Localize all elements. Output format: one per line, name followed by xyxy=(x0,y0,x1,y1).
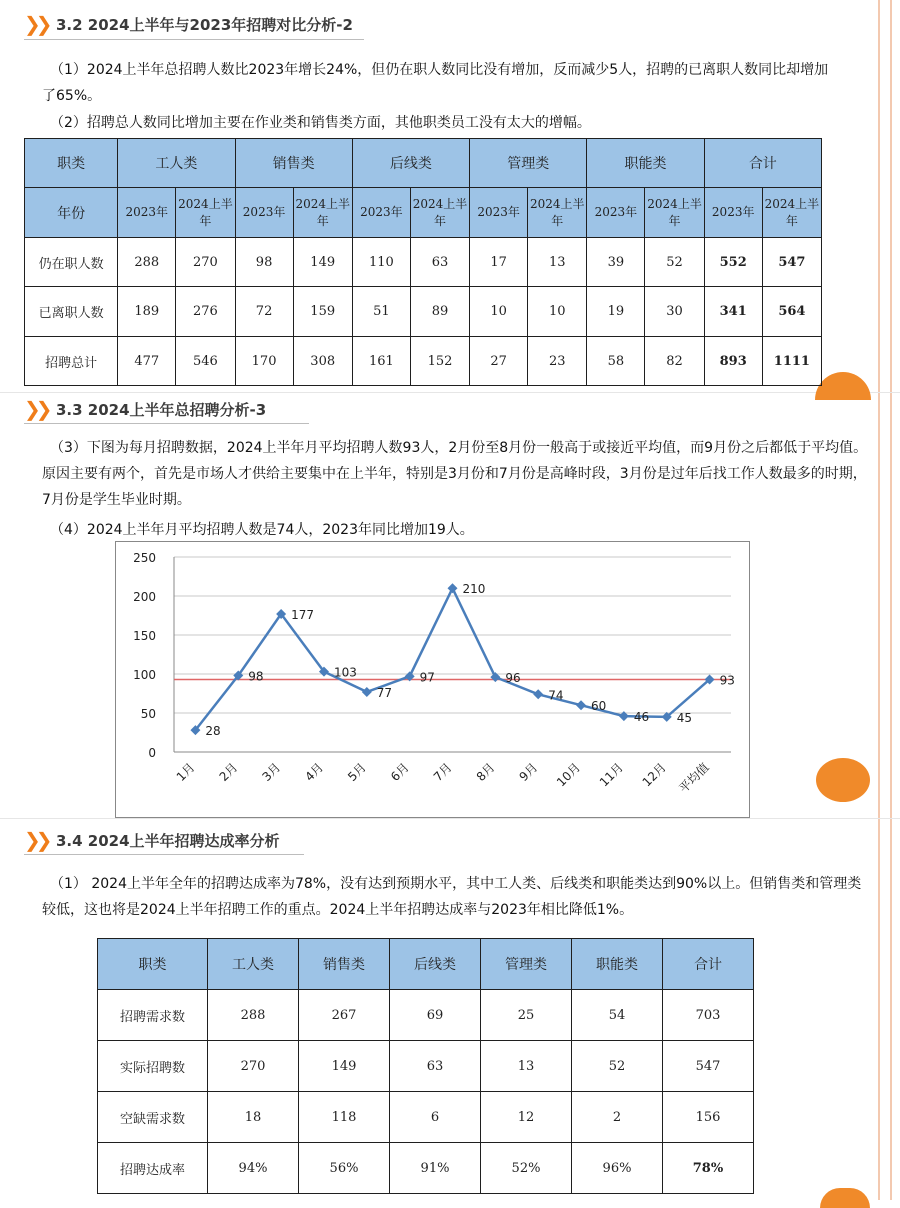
table-cell: 1111 xyxy=(762,337,821,386)
data-label: 77 xyxy=(376,685,393,700)
column-header: 职类 xyxy=(98,939,208,990)
x-tick-label: 5月 xyxy=(345,760,369,785)
heading-underline xyxy=(24,423,309,424)
table-row xyxy=(25,337,822,386)
y-tick-label: 250 xyxy=(133,551,156,565)
table-cell: 63 xyxy=(390,1041,481,1092)
table-cell: 17 xyxy=(470,238,528,287)
x-tick-label: 10月 xyxy=(553,760,584,790)
row-label: 招聘总计 xyxy=(25,337,118,386)
table-cell: 39 xyxy=(587,238,645,287)
table-row xyxy=(98,1092,754,1143)
double-chevron-icon: ❯❯ xyxy=(24,397,48,421)
table-cell: 547 xyxy=(663,1041,754,1092)
data-label: 74 xyxy=(548,688,564,703)
table-cell: 98 xyxy=(235,238,293,287)
row-label: 仍在职人数 xyxy=(25,238,118,287)
table-cell: 72 xyxy=(235,287,293,337)
table-cell: 63 xyxy=(410,238,469,287)
table-cell: 149 xyxy=(293,238,352,287)
corner-header-year: 年份 xyxy=(25,188,118,238)
table-cell: 69 xyxy=(390,990,481,1041)
row-label: 已离职人数 xyxy=(25,287,118,337)
data-point xyxy=(576,700,586,710)
paragraph-1: （1）2024上半年总招聘人数比2023年增长24%，但仍在职人数同比没有增加，反而减少5人，招聘的已离职人数同比却增加了65%。 xyxy=(42,62,829,104)
table-cell: 308 xyxy=(293,337,352,386)
x-tick-label: 7月 xyxy=(430,760,455,785)
data-label: 98 xyxy=(248,669,264,684)
data-label: 46 xyxy=(633,710,650,725)
monthly-recruitment-chart xyxy=(115,541,750,818)
data-label: 93 xyxy=(719,673,735,688)
double-chevron-icon: ❯❯ xyxy=(24,12,48,36)
comparison-table xyxy=(24,138,822,386)
x-tick-label: 4月 xyxy=(302,760,327,785)
data-label: 210 xyxy=(462,582,486,597)
column-header: 工人类 xyxy=(208,939,299,990)
group-header: 职能类 xyxy=(587,139,704,188)
table-cell: 477 xyxy=(118,337,176,386)
table-cell: 288 xyxy=(208,990,299,1041)
table-cell: 159 xyxy=(293,287,352,337)
table-cell: 52 xyxy=(645,238,704,287)
table-cell: 893 xyxy=(704,337,762,386)
right-margin-rail xyxy=(878,0,892,1200)
table-cell: 10 xyxy=(528,287,587,337)
year-header: 2024上半年 xyxy=(762,188,821,238)
orange-decoration-dot xyxy=(820,1188,870,1208)
achievement-rate-table xyxy=(97,938,754,1194)
y-tick-label: 50 xyxy=(140,707,156,721)
x-tick-label: 平均值 xyxy=(676,760,712,796)
table-cell: 13 xyxy=(528,238,587,287)
heading-underline xyxy=(24,854,304,855)
table-cell: 703 xyxy=(663,990,754,1041)
table-cell: 25 xyxy=(481,990,572,1041)
y-tick-label: 150 xyxy=(133,629,156,643)
data-label: 103 xyxy=(333,665,357,680)
column-header: 职能类 xyxy=(572,939,663,990)
double-chevron-icon: ❯❯ xyxy=(24,828,48,852)
group-header: 后线类 xyxy=(352,139,469,188)
paragraph-4: （4）2024上半年月平均招聘人数是74人，2023年同比增加19人。 xyxy=(50,522,474,538)
table-row xyxy=(98,1143,754,1194)
section-heading-3-3: ❯❯ 3.3 2024上半年总招聘分析-3 xyxy=(24,397,267,421)
y-tick-label: 100 xyxy=(133,668,156,682)
x-tick-label: 3月 xyxy=(259,760,284,785)
row-label: 实际招聘数 xyxy=(98,1041,208,1092)
page-divider xyxy=(0,818,900,819)
orange-decoration-dot xyxy=(816,758,870,802)
y-tick-label: 200 xyxy=(133,590,156,604)
row-label: 招聘达成率 xyxy=(98,1143,208,1194)
section-heading-3-4: ❯❯ 3.4 2024上半年招聘达成率分析 xyxy=(24,828,280,852)
year-header: 2024上半年 xyxy=(528,188,587,238)
year-header: 2024上半年 xyxy=(293,188,352,238)
row-label: 招聘需求数 xyxy=(98,990,208,1041)
year-header: 2024上半年 xyxy=(645,188,704,238)
data-label: 96 xyxy=(505,671,521,686)
x-tick-label: 12月 xyxy=(639,760,669,790)
table-cell: 270 xyxy=(176,238,235,287)
table-cell: 23 xyxy=(528,337,587,386)
table-cell: 94% xyxy=(208,1143,299,1194)
table-cell: 341 xyxy=(704,287,762,337)
data-point xyxy=(448,583,458,593)
table-cell: 12 xyxy=(481,1092,572,1143)
line-chart-canvas xyxy=(116,542,749,817)
table-cell: 52% xyxy=(481,1143,572,1194)
table-cell: 564 xyxy=(762,287,821,337)
section-heading-3-2: ❯❯ 3.2 2024上半年与2023年招聘对比分析-2 xyxy=(24,12,353,36)
table-cell: 270 xyxy=(208,1041,299,1092)
table-cell: 52 xyxy=(572,1041,663,1092)
data-point xyxy=(533,689,543,699)
table-cell: 2 xyxy=(572,1092,663,1143)
paragraph-5: （1） 2024上半年全年的招聘达成率为78%，没有达到预期水平，其中工人类、后线类和职能类达到90%以上。但销售类和管理类较低，这也将是2024上半年招聘工作的重点。2024上半年招聘达成率与2023年相比降低1%。 xyxy=(42,876,862,918)
row-label: 空缺需求数 xyxy=(98,1092,208,1143)
x-tick-label: 9月 xyxy=(516,760,541,785)
x-tick-label: 2月 xyxy=(216,760,241,785)
data-label: 45 xyxy=(676,710,693,725)
table-cell: 82 xyxy=(645,337,704,386)
table-cell: 30 xyxy=(645,287,704,337)
table-cell: 547 xyxy=(762,238,821,287)
paragraph-2: （2）招聘总人数同比增加主要在作业类和销售类方面，其他职类员工没有太大的增幅。 xyxy=(50,115,591,131)
y-tick-label: 0 xyxy=(148,746,156,760)
year-header: 2023年 xyxy=(587,188,645,238)
group-header: 管理类 xyxy=(470,139,587,188)
table-cell: 27 xyxy=(470,337,528,386)
table-cell: 19 xyxy=(587,287,645,337)
table-cell: 89 xyxy=(410,287,469,337)
table-cell: 189 xyxy=(118,287,176,337)
x-tick-label: 11月 xyxy=(596,760,627,790)
table-cell: 78% xyxy=(663,1143,754,1194)
group-header: 合计 xyxy=(704,139,821,188)
year-header: 2024上半年 xyxy=(410,188,469,238)
data-label: 60 xyxy=(591,699,607,714)
orange-decoration-dot xyxy=(815,372,871,400)
year-header: 2023年 xyxy=(704,188,762,238)
column-header: 合计 xyxy=(663,939,754,990)
group-header: 销售类 xyxy=(235,139,352,188)
table-row xyxy=(98,1041,754,1092)
data-label: 97 xyxy=(419,670,435,685)
table-row xyxy=(25,287,822,337)
table-cell: 51 xyxy=(352,287,410,337)
year-header: 2024上半年 xyxy=(176,188,235,238)
year-header: 2023年 xyxy=(352,188,410,238)
table-cell: 170 xyxy=(235,337,293,386)
table-row xyxy=(98,990,754,1041)
table-cell: 288 xyxy=(118,238,176,287)
table-cell: 276 xyxy=(176,287,235,337)
table-row xyxy=(25,238,822,287)
column-header: 管理类 xyxy=(481,939,572,990)
series-line xyxy=(195,588,709,730)
table-cell: 96% xyxy=(572,1143,663,1194)
data-point xyxy=(362,687,372,697)
table-cell: 91% xyxy=(390,1143,481,1194)
table-cell: 56% xyxy=(299,1143,390,1194)
year-header: 2023年 xyxy=(470,188,528,238)
table-cell: 118 xyxy=(299,1092,390,1143)
table-cell: 6 xyxy=(390,1092,481,1143)
table-cell: 161 xyxy=(352,337,410,386)
data-label: 177 xyxy=(291,607,315,622)
x-tick-label: 6月 xyxy=(387,760,412,785)
page-divider xyxy=(0,392,900,393)
year-header: 2023年 xyxy=(118,188,176,238)
table-cell: 152 xyxy=(410,337,469,386)
group-header: 工人类 xyxy=(118,139,235,188)
heading-underline xyxy=(24,39,364,40)
table-cell: 149 xyxy=(299,1041,390,1092)
table-cell: 18 xyxy=(208,1092,299,1143)
data-label: 28 xyxy=(205,724,221,739)
corner-header-category: 职类 xyxy=(25,139,118,188)
table-cell: 546 xyxy=(176,337,235,386)
table-cell: 110 xyxy=(352,238,410,287)
table-cell: 58 xyxy=(587,337,645,386)
x-tick-label: 8月 xyxy=(473,760,498,785)
table-cell: 10 xyxy=(470,287,528,337)
column-header: 后线类 xyxy=(390,939,481,990)
table-cell: 13 xyxy=(481,1041,572,1092)
column-header: 销售类 xyxy=(299,939,390,990)
x-tick-label: 1月 xyxy=(173,760,198,785)
table-cell: 552 xyxy=(704,238,762,287)
table-cell: 54 xyxy=(572,990,663,1041)
table-cell: 267 xyxy=(299,990,390,1041)
paragraph-3: （3）下图为每月招聘数据，2024上半年月平均招聘人数93人，2月份至8月份一般高于或接近平均值，而9月份之后都低于平均值。原因主要有两个，首先是市场人才供给主要集中在上半年，特别是3月份和7月份是高峰时段，3月份是过年后找工作人数最多的时期，7月份是学生毕业时期。 xyxy=(42,440,868,508)
year-header: 2023年 xyxy=(235,188,293,238)
table-cell: 156 xyxy=(663,1092,754,1143)
